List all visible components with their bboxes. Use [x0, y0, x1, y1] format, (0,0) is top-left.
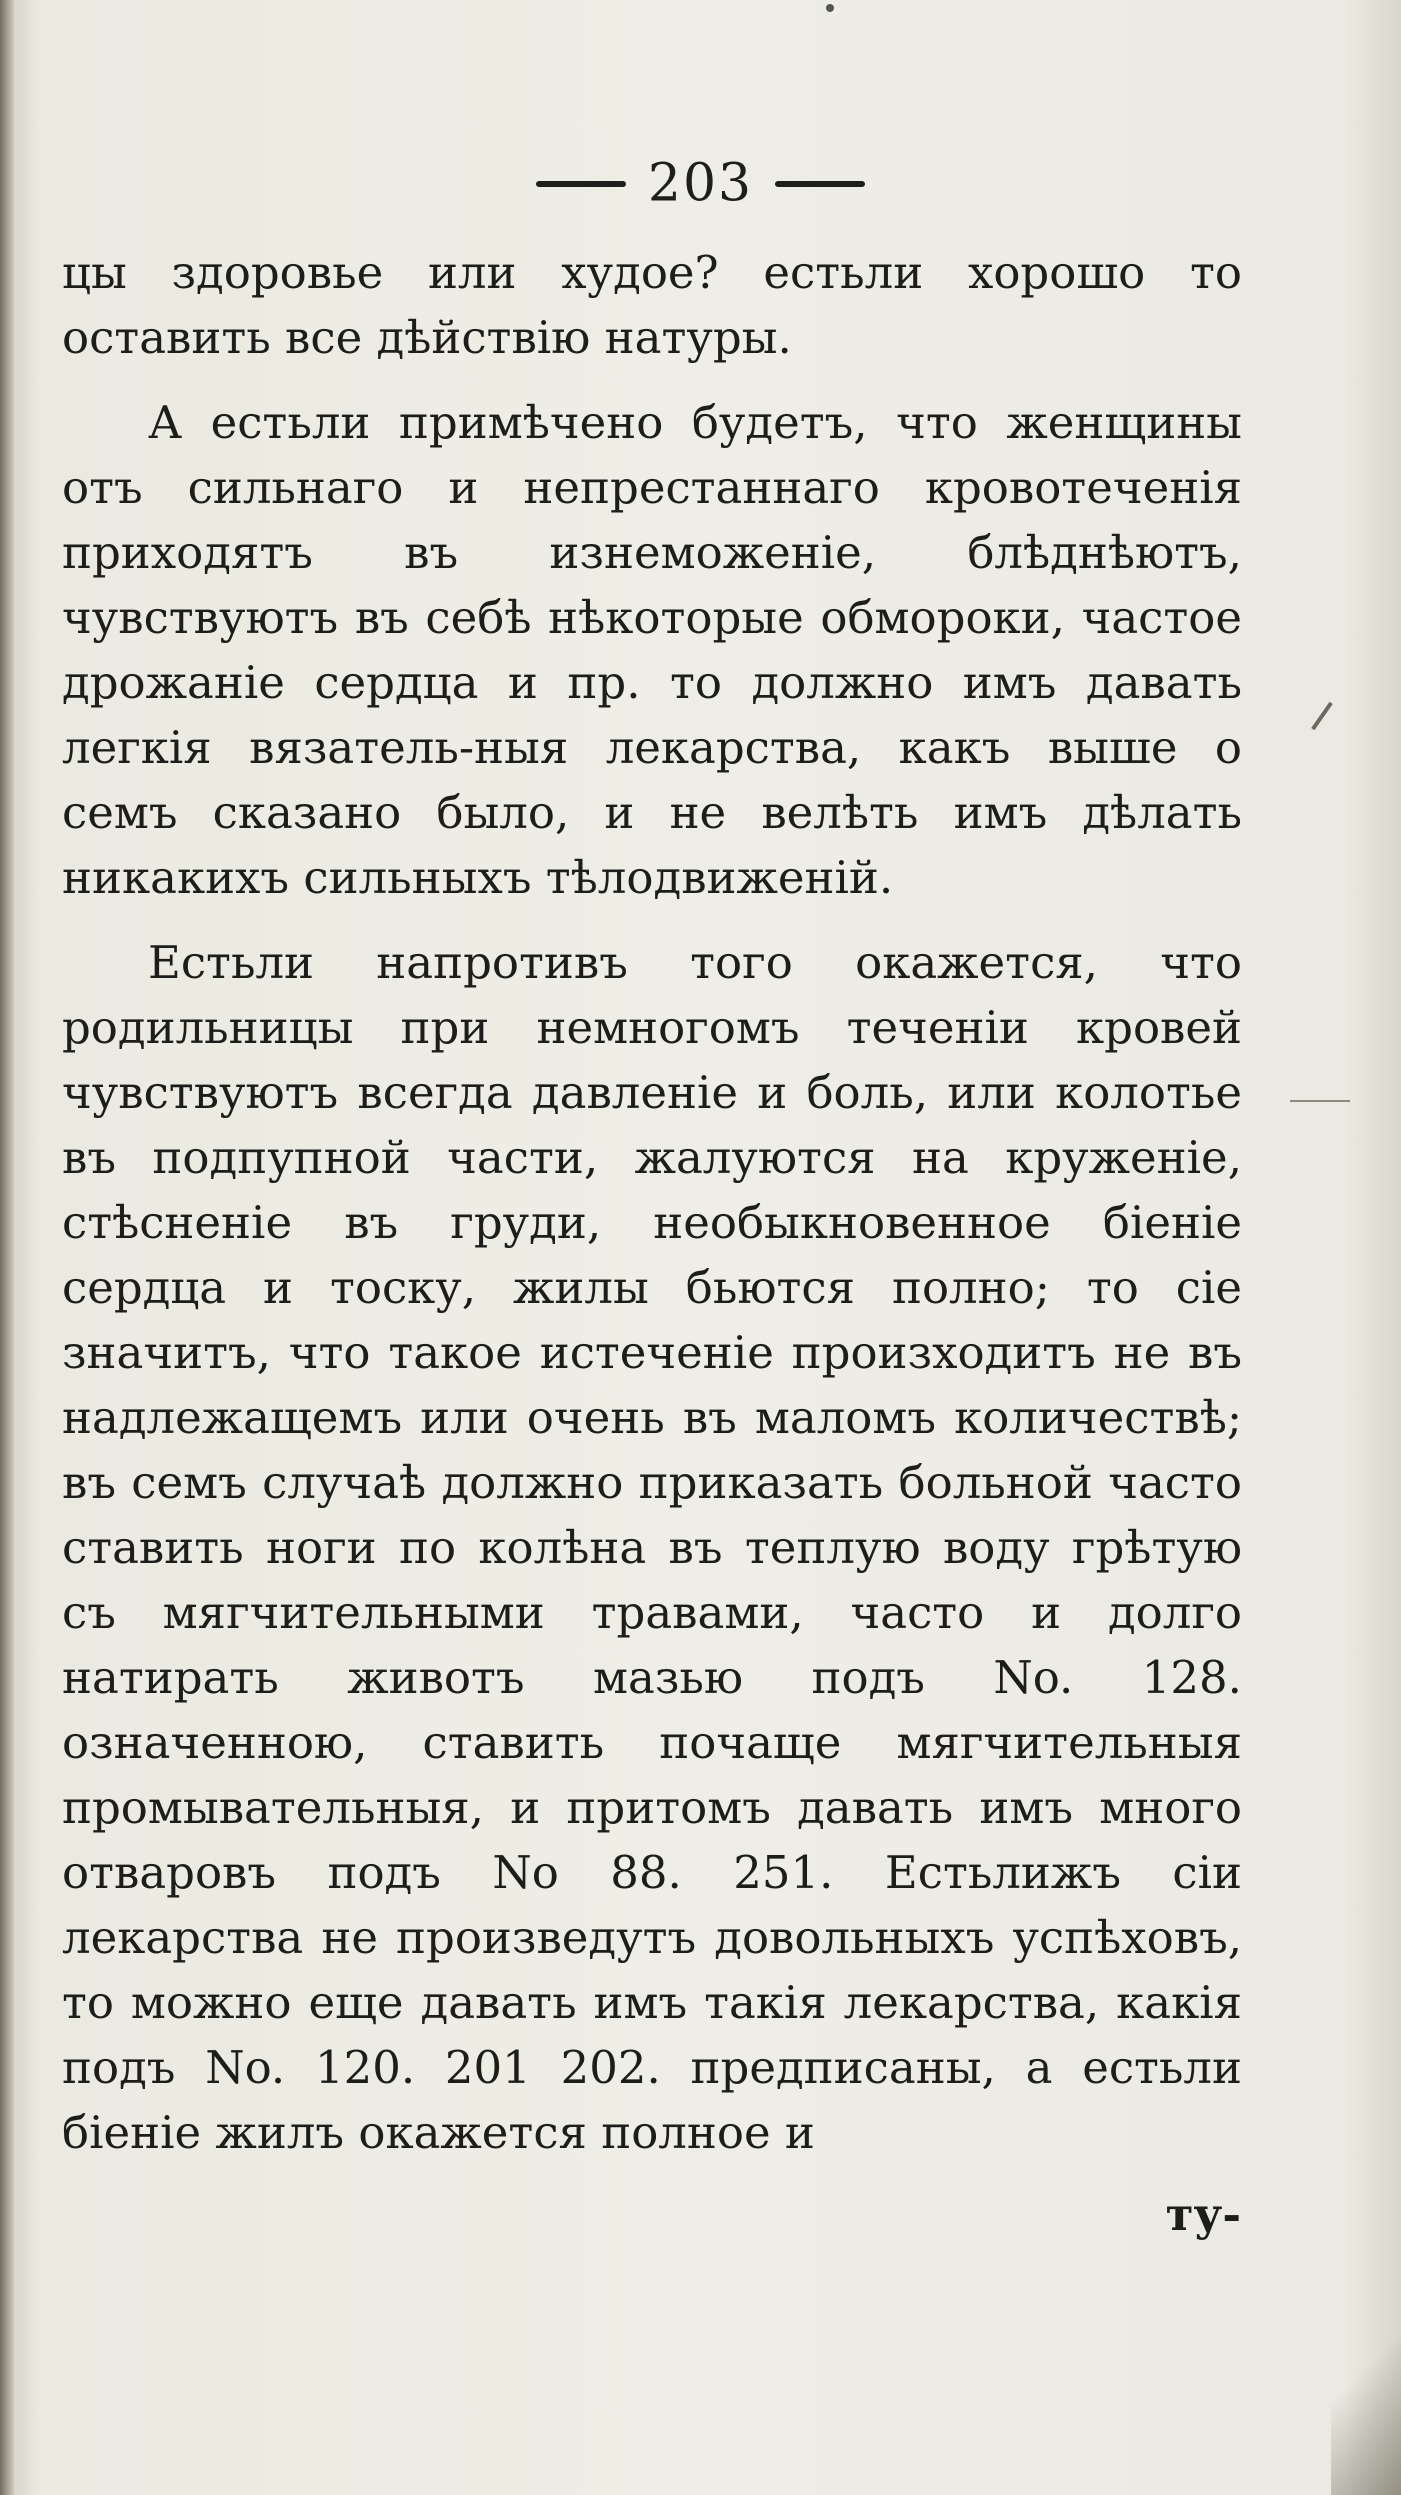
header-dash-right: [775, 181, 865, 187]
page-header: [0, 150, 1401, 214]
page-corner-shadow: [1331, 2235, 1401, 2495]
ink-speck: [826, 4, 834, 12]
body-text: [62, 240, 1242, 2185]
ink-mark: [1290, 1100, 1350, 1102]
paragraph: А естьли примѣчено будетъ, что женщины отъ сильнаго и непрестаннаго кровотеченія приходятъ въ изнеможеніе, блѣднѣютъ, чувствуютъ въ себѣ нѣкоторые обмороки, частое дрожаніе сердца и пр. то должно имъ давать легкія вязатель-ныя лекарства, какъ выше о семъ сказано было, и не велѣть имъ дѣлать никакихъ сильныхъ тѣлодвиженій.: [62, 396, 1242, 904]
paragraph: цы здоровье или худое? естьли хорошо то оставить все дѣйствію натуры.: [62, 246, 1242, 364]
catchword: ту-: [1165, 2188, 1241, 2241]
page-number: 203: [647, 153, 754, 214]
paragraph: Естьли напротивъ того окажется, что родильницы при немногомъ теченіи кровей чувствуютъ всегда давленіе и боль, или колотье въ подпупной части, жалуются на круженіе, стѣсненіе въ груди, необыкновенное біеніе сердца и тоску, жилы бьются полно; то сіе значитъ, что такое истеченіе произходитъ не въ надлежащемъ или очень въ маломъ количествѣ; въ семъ случаѣ должно приказать больной часто ставить ноги по колѣна въ теплую воду грѣтую съ мягчительными травами, часто и долго натирать животъ мазью подъ No. 128. означенною, ставить почаще мягчительныя промывательныя, и притомъ давать имъ много отваровъ подъ No 88. 251. Естьлижъ сіи лекарства не произведутъ довольныхъ успѣховъ, то можно еще давать имъ такія лекарства, какія подъ No. 120. 201 202. предписаны, а естьли біеніе жилъ окажется полное и: [62, 936, 1242, 2159]
book-spine-shadow: [0, 0, 14, 2495]
ink-mark: [1311, 702, 1333, 731]
header-dash-left: [536, 181, 626, 187]
